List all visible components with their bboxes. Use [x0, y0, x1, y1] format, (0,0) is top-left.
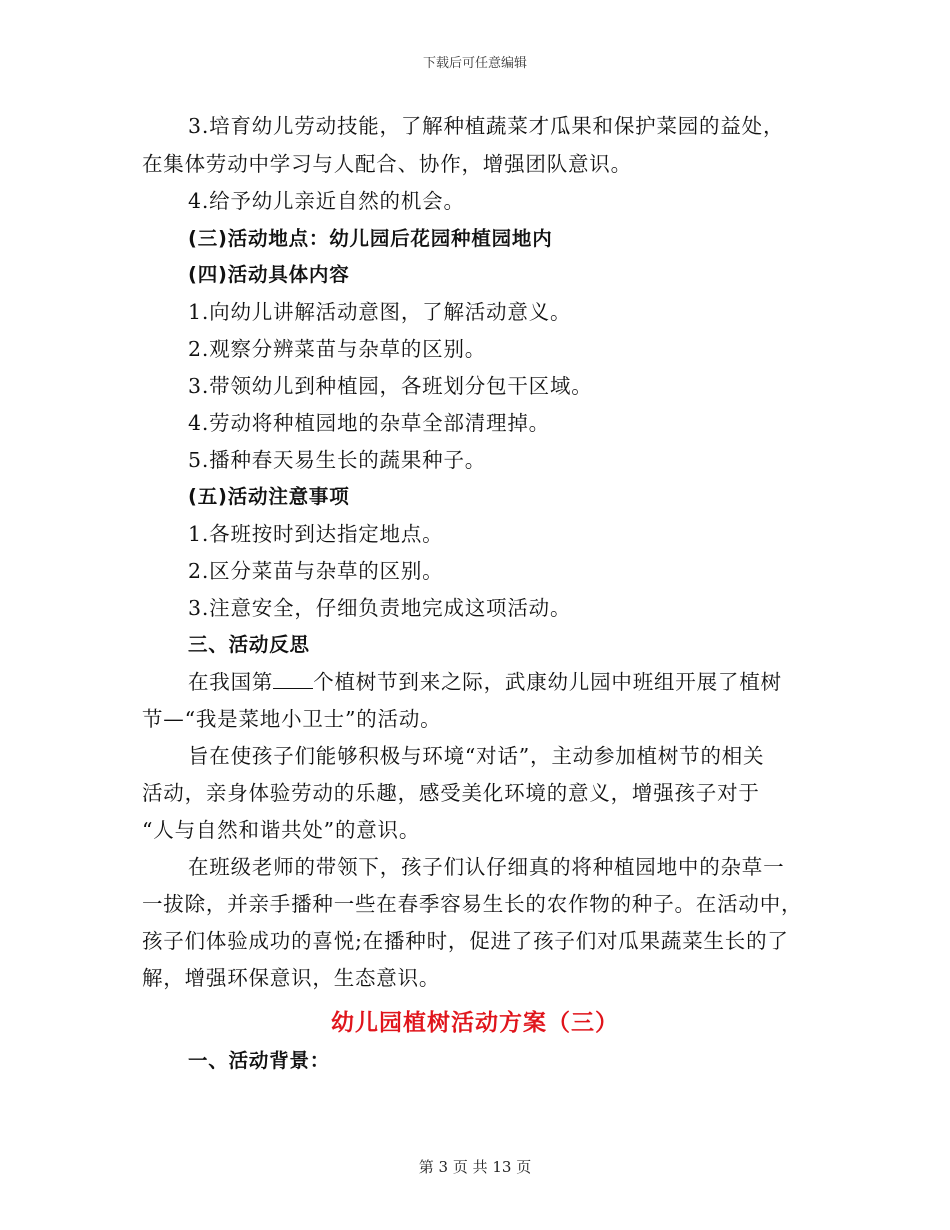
paragraph-line: 活动，亲身体验劳动的乐趣，感受美化环境的意义，增强孩子对于	[142, 781, 760, 805]
paragraph-line: 一拔除，并亲手播种一些在春季容易生长的农作物的种子。在活动中，	[142, 892, 803, 916]
page-header-note: 下载后可任意编辑	[422, 56, 527, 71]
list-item: 3.带领幼儿到种植园，各班划分包干区域。	[188, 374, 593, 398]
paragraph-line: 在集体劳动中学习与人配合、协作，增强团队意识。	[142, 152, 632, 176]
paragraph-line	[188, 668, 782, 696]
section-heading: (四)活动具体内容	[188, 263, 350, 286]
paragraph-line: 在班级老师的带领下，孩子们认仔细真的将种植园地中的杂草一	[188, 855, 785, 879]
section-title: 幼儿园植树活动方案（三）	[331, 1010, 619, 1036]
paragraph-line: 解，增强环保意识，生态意识。	[142, 966, 441, 990]
paragraph-line: 旨在使孩子们能够积极与环境“对话”，主动参加植树节的相关	[188, 744, 765, 768]
section-heading: 三、活动反思	[188, 633, 310, 656]
list-item: 4.给予幼儿亲近自然的机会。	[188, 189, 465, 213]
paragraph-line: 节—“我是菜地小卫士”的活动。	[142, 707, 442, 731]
paragraph-text: 在我国第	[188, 670, 274, 694]
paragraph-text: 个植树节到来之际，武康幼儿园中班组开展了植树	[313, 670, 782, 694]
list-item: 3.培育幼儿劳动技能，了解种植蔬菜才瓜果和保护菜园的益处，	[188, 114, 785, 138]
list-item: 2.区分菜苗与杂草的区别。	[188, 559, 444, 583]
list-item: 1.向幼儿讲解活动意图，了解活动意义。	[188, 300, 572, 324]
section-heading: (五)活动注意事项	[188, 485, 350, 508]
subsection-heading: 一、活动背景：	[188, 1049, 331, 1072]
list-item: 5.播种春天易生长的蔬果种子。	[188, 448, 487, 472]
page-number: 第 3 页 共 13 页	[418, 1158, 532, 1176]
section-heading: (三)活动地点：幼儿园后花园种植园地内	[188, 227, 553, 250]
fill-in-blank	[273, 668, 313, 689]
list-item: 1.各班按时到达指定地点。	[188, 522, 444, 546]
paragraph-line: 孩子们体验成功的喜悦;在播种时，促进了孩子们对瓜果蔬菜生长的了	[142, 929, 789, 953]
paragraph-line: “人与自然和谐共处”的意识。	[142, 818, 421, 842]
list-item: 3.注意安全，仔细负责地完成这项活动。	[188, 596, 572, 620]
list-item: 2.观察分辨菜苗与杂草的区别。	[188, 337, 487, 361]
list-item: 4.劳动将种植园地的杂草全部清理掉。	[188, 411, 550, 435]
